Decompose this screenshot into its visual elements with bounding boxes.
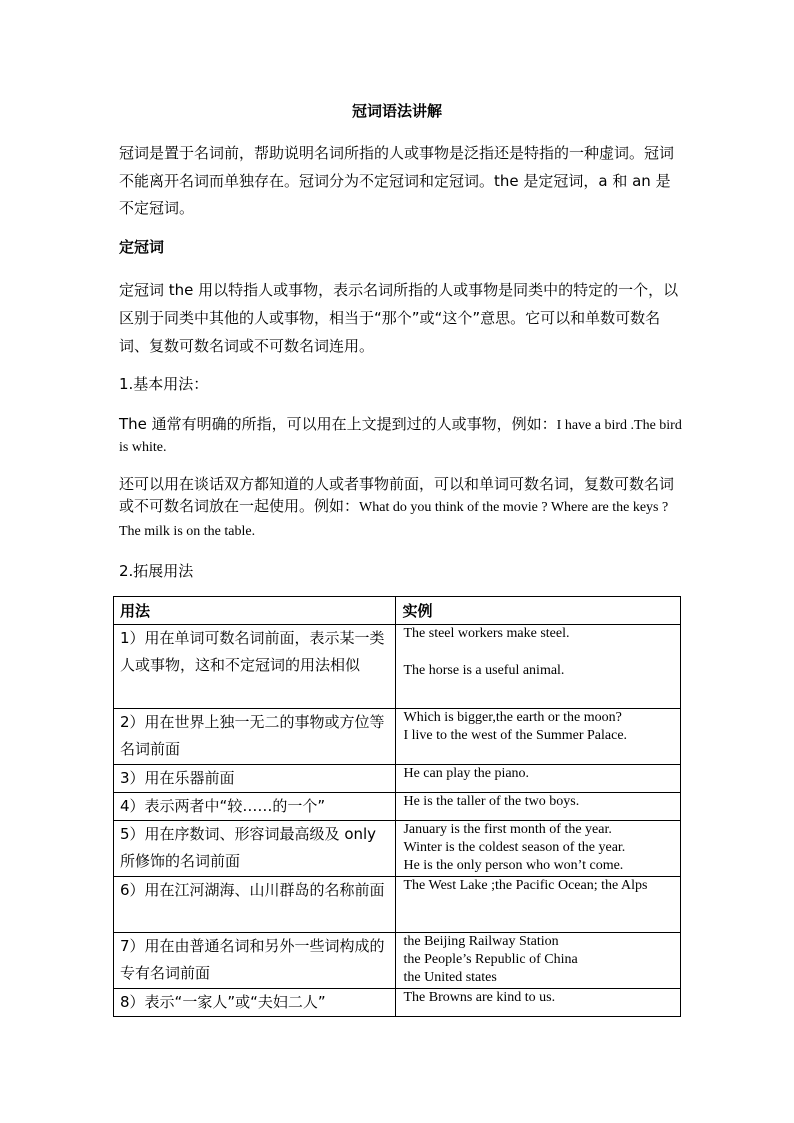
example-line: The West Lake ;the Pacific Ocean; the Alps	[403, 878, 648, 893]
example-line: The horse is a useful animal.	[403, 663, 565, 678]
usage-cell: 8）表示“一家人”或“夫妇二人”	[114, 989, 396, 1017]
example-line: the People’s Republic of China	[403, 952, 578, 967]
example-line: The steel workers make steel.	[403, 626, 570, 641]
usage-cell: 5）用在序数词、形容词最高级及 only 所修饰的名词前面	[114, 821, 396, 877]
example-line: the Beijing Railway Station	[403, 934, 559, 949]
basic-usage-2-text: 还可以用在谈话双方都知道的人或者事物前面，可以和单词可数名词，复数可数名词或不可数名词放在一起使用。例如：	[119, 475, 675, 515]
example-line: He is the taller of the two boys.	[403, 794, 580, 809]
table-row	[114, 793, 681, 821]
example-line: The Browns are kind to us.	[403, 990, 556, 1005]
table-row	[114, 877, 681, 933]
basic-usage-paragraph-1	[119, 414, 685, 458]
example-line: I live to the west of the Summer Palace.	[403, 728, 628, 743]
example-cell	[396, 625, 681, 709]
example-cell	[396, 793, 681, 821]
usage-table	[113, 596, 681, 1017]
usage-cell: 7）用在由普通名词和另外一些词构成的专有名词前面	[114, 933, 396, 989]
example-cell	[396, 765, 681, 793]
definite-article-heading: 定冠词	[119, 238, 165, 256]
example-cell	[396, 877, 681, 933]
basic-usage-heading: 1.基本用法：	[119, 375, 209, 393]
basic-usage-paragraph-2	[119, 473, 685, 543]
example-line: January is the first month of the year.	[403, 822, 612, 837]
usage-cell: 4）表示两者中“较……的一个”	[114, 793, 396, 821]
table-row	[114, 625, 681, 709]
example-line: Winter is the coldest season of the year.	[403, 840, 626, 855]
table-header-row	[114, 597, 681, 625]
example-cell	[396, 821, 681, 877]
extended-usage-heading: 2.拓展用法	[119, 562, 194, 580]
page-title: 冠词语法讲解	[351, 102, 442, 120]
table-row	[114, 821, 681, 877]
definite-article-description: 定冠词 the 用以特指人或事物，表示名词所指的人或事物是同类中的特定的一个，以区别于同类中其他的人或事物，相当于“那个”或“这个”意思。它可以和单数可数名词、复数可数名词或不可数名词连用。	[119, 281, 679, 355]
usage-cell: 2）用在世界上独一无二的事物或方位等名词前面	[114, 709, 396, 765]
table-row	[114, 933, 681, 989]
basic-usage-2-example: What do you think of the movie ? Where are the keys ? The milk is on the table.	[119, 500, 669, 539]
usage-cell: 1）用在单词可数名词前面，表示某一类人或事物，这和不定冠词的用法相似	[114, 625, 396, 709]
usage-cell: 6）用在江河湖海、山川群岛的名称前面	[114, 877, 396, 933]
example-cell	[396, 989, 681, 1017]
basic-usage-1-text: The 通常有明确的所指，可以用在上文提到过的人或事物，例如：	[119, 415, 557, 433]
table-header-example: 实例	[396, 597, 681, 625]
example-line: Which is bigger,the earth or the moon?	[403, 710, 622, 725]
basic-usage-1-example: I have a bird .The bird is white.	[119, 418, 682, 455]
example-cell	[396, 933, 681, 989]
example-line: the United states	[403, 970, 497, 985]
table-header-usage: 用法	[114, 597, 396, 625]
usage-cell: 3）用在乐器前面	[114, 765, 396, 793]
table-row	[114, 765, 681, 793]
intro-paragraph: 冠词是置于名词前，帮助说明名词所指的人或事物是泛指还是特指的一种虚词。冠词不能离开名词而单独存在。冠词分为不定冠词和定冠词。the 是定冠词，a 和 an 是不定冠词。	[119, 144, 675, 217]
example-line: He is the only person who won’t come.	[403, 858, 624, 873]
example-cell	[396, 709, 681, 765]
table-row	[114, 709, 681, 765]
table-row	[114, 989, 681, 1017]
example-line: He can play the piano.	[403, 766, 530, 781]
